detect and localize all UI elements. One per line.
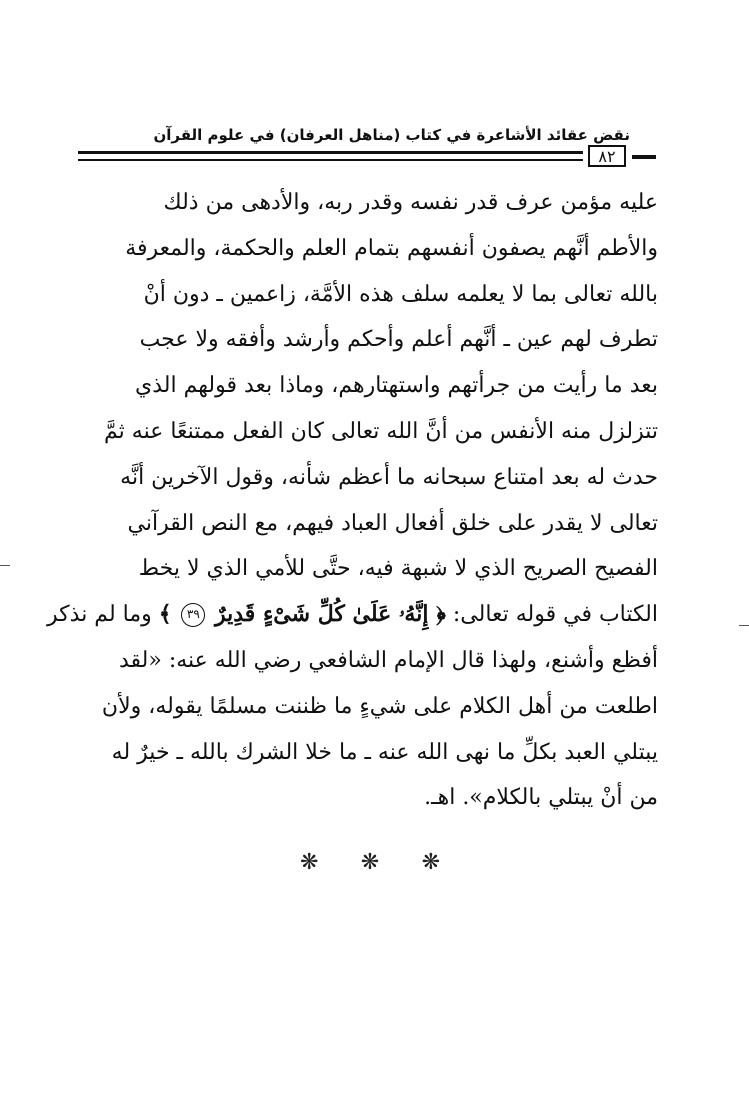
text-line: والأطم أنَّهم يصفون أنفسهم بتمام العلم والحكمة، والمعرفة xyxy=(125,235,658,261)
asterism-star-icon: ❋ xyxy=(300,850,319,875)
text-line: الفصيح الصريح الذي لا شبهة فيه، حتَّى للأمي الذي لا يخط xyxy=(138,556,658,582)
quran-verse-close: ﴾ xyxy=(158,601,180,628)
header-rule-bottom xyxy=(78,159,583,161)
text-line: عليه مؤمن عرف قدر نفسه وقدر ربه، والأدهى من ذلك xyxy=(163,190,658,215)
text-line: تعالى لا يقدر على خلق أفعال العباد فيهم، مع النص القرآني xyxy=(127,510,658,536)
verse-after: وما لم نذكر xyxy=(47,602,159,628)
text-line: تطرف لهم عين ـ أنَّهم أعلم وأحكم وأرشد وأفقه ولا عجب xyxy=(139,327,658,353)
page-number: ٨٢ xyxy=(588,145,626,167)
asterism-star-icon: ❋ xyxy=(421,850,440,875)
text-line: أفظع وأشنع، ولهذا قال الإمام الشافعي رضي الله عنه: «لقد xyxy=(119,647,658,673)
header-rule-right xyxy=(632,155,656,159)
text-line: اطلعت من أهل الكلام على شيءٍ ما ظننت مسلمًا يقوله، ولأن xyxy=(101,693,658,719)
section-separator xyxy=(300,850,440,875)
scan-edge-mark xyxy=(739,625,749,626)
quran-verse: ﴿ إِنَّهُۥ عَلَىٰ كُلِّ شَىْءٍ قَدِيرٌ xyxy=(207,601,446,628)
text-line: بالله تعالى بما لا يعلمه سلف هذه الأمَّة، زاعمين ـ دون أنْ xyxy=(143,281,658,307)
text-line: يبتلي العبد بكلِّ ما نهى الله عنه ـ ما خلا الشرك بالله ـ خيرٌ له xyxy=(111,739,658,765)
text-line: تتزلزل منه الأنفس من أنَّ الله تعالى كان الفعل ممتنعًا عنه ثمَّ xyxy=(104,418,658,444)
running-header-title: نقض عقائد الأشاعرة في كتاب (مناهل العرفان) في علوم القرآن xyxy=(153,126,630,144)
verse-intro: الكتاب في قوله تعالى: xyxy=(445,602,658,628)
text-line: من أنْ يبتلي بالكلام». اهـ. xyxy=(424,785,658,811)
text-line-with-verse xyxy=(47,592,658,638)
asterism-star-icon: ❋ xyxy=(360,850,380,875)
verse-number-circle: ٣٩ xyxy=(181,603,205,627)
text-line: حدث له بعد امتناع سبحانه ما أعظم شأنه، وقول الآخرين أنَّه xyxy=(120,464,658,490)
text-line: بعد ما رأيت من جرأتهم واستهتارهم، وماذا بعد قولهم الذي xyxy=(135,373,658,399)
scan-edge-mark xyxy=(0,565,10,566)
header-rule-top xyxy=(78,151,583,154)
body-text xyxy=(47,180,658,821)
